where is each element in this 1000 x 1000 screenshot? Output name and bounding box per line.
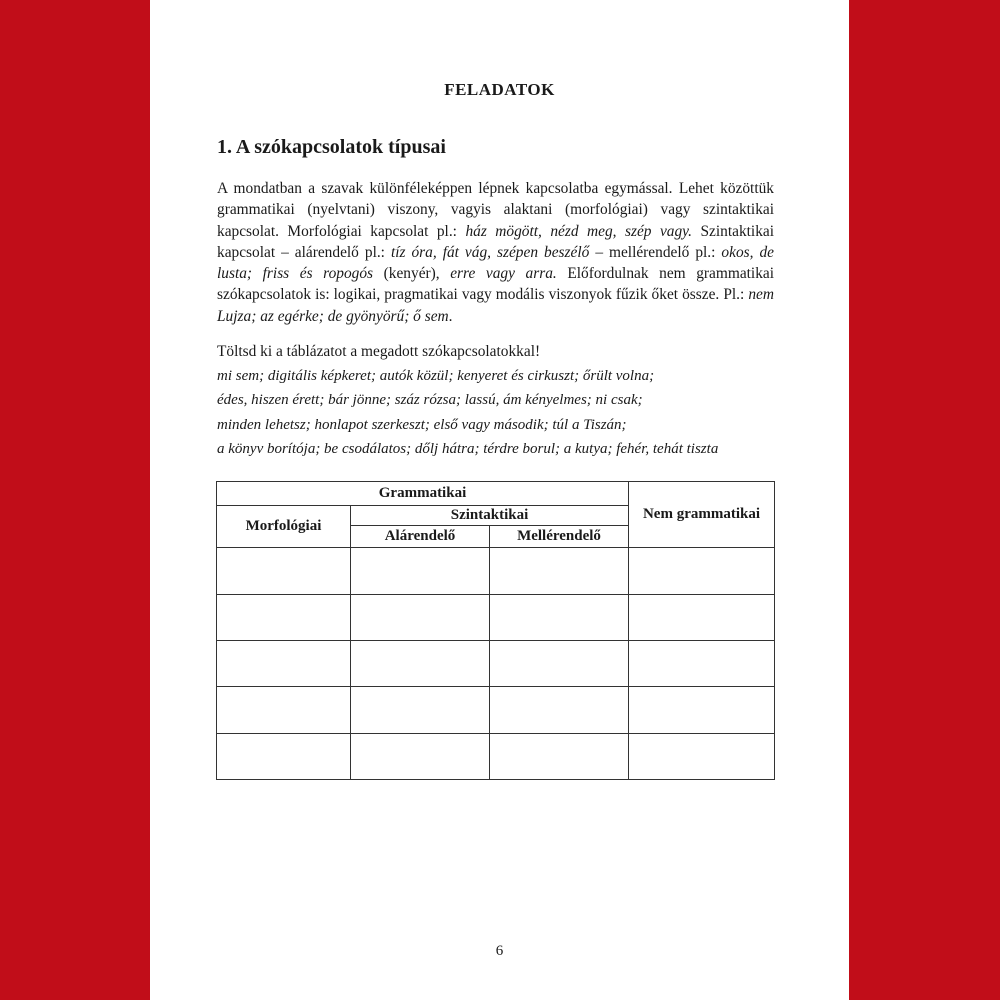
word-line: a könyv borítója; be csodálatos; dőlj hátra; térdre borul; a kutya; fehér, tehát tiszta xyxy=(217,440,719,457)
table-row xyxy=(217,594,775,640)
answer-cell[interactable] xyxy=(490,641,629,687)
paragraph-text: Szintaktikai kapcsolat – alárendelő pl.: xyxy=(217,222,775,261)
answer-cell[interactable] xyxy=(351,641,490,687)
exercise-title: 1. A szókapcsolatok típusai xyxy=(217,136,446,158)
answer-cell[interactable] xyxy=(629,733,775,779)
answer-cell[interactable] xyxy=(629,641,775,687)
table-row xyxy=(217,548,775,594)
explanation-paragraph xyxy=(217,178,774,327)
word-list xyxy=(217,364,797,461)
answer-table xyxy=(216,481,775,780)
page-number: 6 xyxy=(495,943,504,959)
word-line: minden lehetsz; honlapot szerkeszt; első vagy második; túl a Tiszán; xyxy=(217,416,627,433)
answer-cell[interactable] xyxy=(351,548,490,594)
example-phrase: ház mögött, nézd meg, szép vagy. xyxy=(465,222,693,240)
example-phrase: erre vagy arra. xyxy=(450,265,557,283)
header-mellerendelo: Mellérendelő xyxy=(490,526,629,548)
header-nem-grammatikai: Nem grammatikai xyxy=(629,482,775,548)
answer-cell[interactable] xyxy=(351,733,490,779)
answer-cell[interactable] xyxy=(490,687,629,733)
paragraph-text: A mondatban a szavak különféleképpen lépnek kapcsolatba egymással. Lehet közöttük grammatikai (nyelvtani) viszony, vagyis alaktani (morfológiai) vagy szintaktikai kapcsolat. Morfológiai kapcsolat pl.: xyxy=(217,180,774,240)
answer-cell[interactable] xyxy=(217,641,351,687)
word-line: édes, hiszen érett; bár jönne; száz rózsa; lassú, ám kényelmes; ni csak; xyxy=(217,392,643,409)
page xyxy=(150,0,849,1000)
answer-cell[interactable] xyxy=(217,594,351,640)
example-phrase: nem Lujza; az egérke; de gyönyörű; ő sem xyxy=(217,286,774,325)
table-row xyxy=(217,733,775,779)
paragraph-text: . xyxy=(448,307,453,325)
answer-cell[interactable] xyxy=(217,687,351,733)
answer-cell[interactable] xyxy=(629,687,775,733)
paragraph-text: – mellérendelő pl.: xyxy=(589,243,722,261)
answer-cell[interactable] xyxy=(217,548,351,594)
answer-cell[interactable] xyxy=(629,594,775,640)
word-line: mi sem; digitális képkeret; autók közül; kenyeret és cirkuszt; őrült volna; xyxy=(217,368,655,384)
example-phrase: tíz óra, fát vág, szépen beszélő xyxy=(390,243,590,261)
table-row xyxy=(217,687,775,733)
paragraph-text: (kenyér), xyxy=(373,265,451,283)
answer-cell[interactable] xyxy=(629,548,775,594)
answer-cell[interactable] xyxy=(217,733,351,779)
header-szintaktikai: Szintaktikai xyxy=(351,506,629,526)
example-phrase: okos, de lusta; friss és ropogós xyxy=(217,243,774,283)
header-grammatikai: Grammatikai xyxy=(217,482,629,506)
answer-cell[interactable] xyxy=(351,687,490,733)
instruction-text: Töltsd ki a táblázatot a megadott szókapcsolatokkal! xyxy=(217,343,541,360)
answer-cell[interactable] xyxy=(490,594,629,640)
header-morfologiai: Morfológiai xyxy=(217,506,351,548)
table-row xyxy=(217,641,775,687)
header-alarendelo: Alárendelő xyxy=(351,526,490,548)
answer-cell[interactable] xyxy=(490,548,629,594)
answer-cell[interactable] xyxy=(351,594,490,640)
answer-cell[interactable] xyxy=(490,733,629,779)
section-heading: FELADATOK xyxy=(444,80,555,99)
paragraph-text: Előfordulnak nem grammatikai szókapcsolatok is: logikai, pragmatikai vagy modális viszonyok fűzik őket össze. Pl.: xyxy=(217,265,775,304)
